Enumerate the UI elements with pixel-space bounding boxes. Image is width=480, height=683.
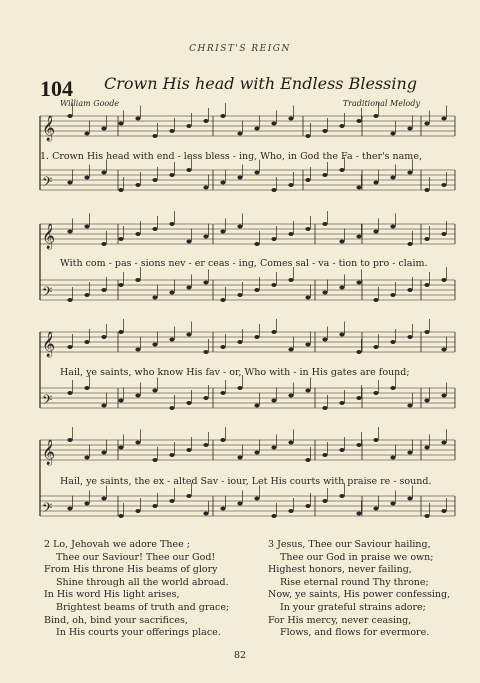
note-head — [390, 502, 395, 506]
verse-line: Bind, oh, bind your sacrifices, — [44, 614, 188, 626]
note-head — [237, 340, 242, 344]
note-head — [169, 406, 174, 410]
hymn-author: William Goode — [60, 99, 120, 108]
note-head — [271, 283, 276, 287]
note-head — [237, 293, 242, 297]
hymn-number: 104 — [40, 76, 73, 101]
verse-line: 3 Jesus, Thee our Saviour hailing, — [268, 539, 431, 550]
note-head — [424, 446, 429, 450]
note-head — [271, 330, 276, 334]
note-head — [203, 350, 208, 354]
note-head — [339, 401, 344, 405]
lyric-line-2: With com - pas - sions nev - er ceas - ing, Comes sal - va - tion to pro - claim. — [60, 258, 428, 269]
lyric-line-4: Hail, ye saints, the ex - alted Sav - iour, Let His courts with praise re - sound. — [60, 476, 432, 487]
note-head — [220, 230, 225, 234]
verse-line: Brightest beams of truth and grace; — [56, 601, 230, 613]
note-head — [424, 283, 429, 287]
note-head — [152, 389, 157, 393]
note-head — [322, 406, 327, 410]
note-head — [152, 296, 157, 300]
note-head — [67, 181, 72, 185]
verse-line: Thee our Saviour! Thee our God! — [56, 551, 216, 563]
note-head — [407, 404, 412, 408]
note-head — [441, 183, 446, 187]
hymn-melody: Traditional Melody — [342, 99, 420, 108]
page-number: 82 — [233, 650, 247, 661]
note-head — [135, 394, 140, 398]
note-head — [305, 504, 310, 508]
note-head — [271, 188, 276, 192]
note-head — [101, 127, 106, 131]
verse-line: From His throne His beams of glory — [44, 564, 218, 576]
note-head — [441, 117, 446, 121]
note-head — [186, 240, 191, 244]
note-head — [67, 298, 72, 302]
note-head — [322, 453, 327, 457]
note-head — [203, 396, 208, 400]
note-head — [322, 338, 327, 342]
note-head — [339, 240, 344, 244]
note-head — [101, 242, 106, 246]
note-head — [339, 168, 344, 172]
note-head — [390, 340, 395, 344]
note-head — [390, 456, 395, 460]
note-head — [84, 293, 89, 297]
treble-clef: 𝄞 — [42, 224, 56, 249]
verse-line: For His mercy, never ceasing, — [268, 614, 412, 626]
note-head — [203, 281, 208, 285]
note-head — [322, 222, 327, 226]
note-head — [237, 176, 242, 180]
note-head — [220, 507, 225, 511]
note-head — [67, 391, 72, 395]
note-head — [101, 171, 106, 175]
verse-line: Shine through all the world abroad. — [56, 576, 229, 588]
lyric-line-1: 1. Crown His head with end - less bless - ing, Who, in God the Fa - ther's name, — [40, 151, 422, 162]
note-head — [254, 171, 259, 175]
note-head — [84, 502, 89, 506]
note-head — [152, 227, 157, 231]
note-head — [84, 225, 89, 229]
note-head — [186, 168, 191, 172]
note-head — [407, 497, 412, 501]
note-head — [356, 281, 361, 285]
note-head — [373, 345, 378, 349]
note-head — [271, 514, 276, 518]
note-head — [390, 293, 395, 297]
note-head — [407, 288, 412, 292]
note-head — [424, 122, 429, 126]
note-head — [135, 183, 140, 187]
note-head — [203, 186, 208, 190]
note-head — [441, 348, 446, 352]
note-head — [135, 441, 140, 445]
note-head — [441, 278, 446, 282]
note-head — [84, 386, 89, 390]
verse-line: In His word His light arises, — [44, 589, 180, 601]
note-head — [220, 345, 225, 349]
note-head — [203, 119, 208, 123]
note-head — [339, 286, 344, 290]
note-head — [356, 186, 361, 190]
note-head — [186, 401, 191, 405]
treble-clef: 𝄞 — [42, 116, 56, 141]
note-head — [254, 127, 259, 131]
note-head — [169, 129, 174, 133]
note-head — [390, 386, 395, 390]
note-head — [441, 232, 446, 236]
verse-line: Flows, and flows for evermore. — [280, 627, 430, 639]
note-head — [288, 509, 293, 513]
note-head — [169, 453, 174, 457]
note-head — [356, 443, 361, 447]
note-head — [118, 330, 123, 334]
note-head — [152, 134, 157, 138]
note-head — [373, 181, 378, 185]
note-head — [254, 404, 259, 408]
note-head — [271, 122, 276, 126]
note-head — [407, 171, 412, 175]
note-head — [135, 509, 140, 513]
note-head — [305, 227, 310, 231]
note-head — [424, 514, 429, 518]
note-head — [118, 188, 123, 192]
note-head — [203, 235, 208, 239]
note-head — [67, 345, 72, 349]
note-head — [67, 507, 72, 511]
note-head — [356, 396, 361, 400]
note-head — [356, 119, 361, 123]
note-head — [356, 235, 361, 239]
note-head — [407, 127, 412, 131]
bass-clef: 𝄢 — [42, 500, 53, 519]
note-head — [407, 242, 412, 246]
note-head — [339, 448, 344, 452]
note-head — [220, 181, 225, 185]
note-head — [84, 132, 89, 136]
note-head — [356, 350, 361, 354]
note-head — [237, 132, 242, 136]
note-head — [305, 343, 310, 347]
note-head — [339, 333, 344, 337]
verse-line: Rise eternal round Thy throne; — [280, 576, 429, 588]
note-head — [118, 446, 123, 450]
note-head — [169, 291, 174, 295]
note-head — [424, 399, 429, 403]
bass-clef: 𝄢 — [42, 174, 53, 193]
note-head — [271, 446, 276, 450]
note-head — [356, 512, 361, 516]
note-head — [339, 124, 344, 128]
verse-line: In your grateful strains adore; — [280, 601, 426, 613]
note-head — [169, 222, 174, 226]
note-head — [305, 178, 310, 182]
note-head — [288, 183, 293, 187]
note-head — [101, 404, 106, 408]
note-head — [101, 497, 106, 501]
note-head — [441, 509, 446, 513]
note-head — [271, 237, 276, 241]
note-head — [186, 286, 191, 290]
note-head — [373, 114, 378, 118]
note-head — [220, 298, 225, 302]
note-head — [118, 122, 123, 126]
note-head — [373, 298, 378, 302]
note-head — [135, 348, 140, 352]
note-head — [152, 178, 157, 182]
note-head — [220, 114, 225, 118]
note-head — [186, 333, 191, 337]
note-head — [305, 134, 310, 138]
note-head — [373, 391, 378, 395]
note-head — [169, 338, 174, 342]
note-head — [101, 451, 106, 455]
note-head — [441, 441, 446, 445]
treble-clef: 𝄞 — [42, 332, 56, 357]
note-head — [254, 288, 259, 292]
note-head — [186, 448, 191, 452]
verse-line: In His courts your offerings place. — [56, 627, 221, 639]
note-head — [152, 504, 157, 508]
note-head — [339, 494, 344, 498]
note-head — [390, 225, 395, 229]
note-head — [152, 458, 157, 462]
note-head — [441, 394, 446, 398]
note-head — [288, 232, 293, 236]
note-head — [305, 296, 310, 300]
note-head — [305, 389, 310, 393]
note-head — [407, 335, 412, 339]
verse-line: Highest honors, never failing, — [268, 564, 412, 576]
note-head — [424, 330, 429, 334]
note-head — [390, 176, 395, 180]
note-head — [254, 497, 259, 501]
note-head — [135, 232, 140, 236]
bass-clef: 𝄢 — [42, 284, 53, 303]
hymn-title: Crown His head with Endless Blessing — [104, 74, 417, 93]
note-head — [220, 391, 225, 395]
note-head — [101, 335, 106, 339]
note-head — [186, 494, 191, 498]
bass-clef: 𝄢 — [42, 392, 53, 411]
note-head — [84, 176, 89, 180]
treble-clef: 𝄞 — [42, 440, 56, 465]
note-head — [152, 343, 157, 347]
note-head — [288, 441, 293, 445]
note-head — [220, 438, 225, 442]
note-head — [373, 438, 378, 442]
note-head — [407, 451, 412, 455]
note-head — [118, 283, 123, 287]
verse-line: Thee our God in praise we own; — [280, 551, 434, 563]
note-head — [84, 340, 89, 344]
note-head — [135, 117, 140, 121]
note-head — [322, 291, 327, 295]
note-head — [305, 458, 310, 462]
note-head — [288, 117, 293, 121]
note-head — [169, 173, 174, 177]
note-head — [203, 512, 208, 516]
note-head — [237, 456, 242, 460]
note-head — [254, 335, 259, 339]
lyric-line-3: Hail, ye saints, who know His fav - or, Who with - in His gates are found; — [60, 367, 410, 378]
verse-line: 2 Lo, Jehovah we adore Thee ; — [44, 539, 190, 550]
note-head — [67, 114, 72, 118]
verse-line: Now, ye saints, His power confessing, — [268, 589, 451, 601]
note-head — [203, 443, 208, 447]
note-head — [390, 132, 395, 136]
note-head — [237, 386, 242, 390]
note-head — [67, 438, 72, 442]
note-head — [322, 499, 327, 503]
note-head — [288, 348, 293, 352]
note-head — [101, 288, 106, 292]
verse-2 — [44, 539, 229, 640]
note-head — [84, 456, 89, 460]
note-head — [373, 230, 378, 234]
note-head — [288, 278, 293, 282]
note-head — [186, 124, 191, 128]
note-head — [424, 188, 429, 192]
verse-3 — [268, 539, 450, 640]
note-head — [118, 514, 123, 518]
note-head — [118, 237, 123, 241]
note-head — [322, 173, 327, 177]
note-head — [169, 499, 174, 503]
note-head — [67, 230, 72, 234]
note-head — [237, 502, 242, 506]
note-head — [118, 399, 123, 403]
note-head — [237, 225, 242, 229]
section-header: CHRIST'S REIGN — [189, 44, 291, 54]
note-head — [322, 129, 327, 133]
note-head — [254, 451, 259, 455]
note-head — [373, 507, 378, 511]
note-head — [288, 394, 293, 398]
note-head — [135, 278, 140, 282]
note-head — [271, 399, 276, 403]
note-head — [254, 242, 259, 246]
note-head — [424, 237, 429, 241]
